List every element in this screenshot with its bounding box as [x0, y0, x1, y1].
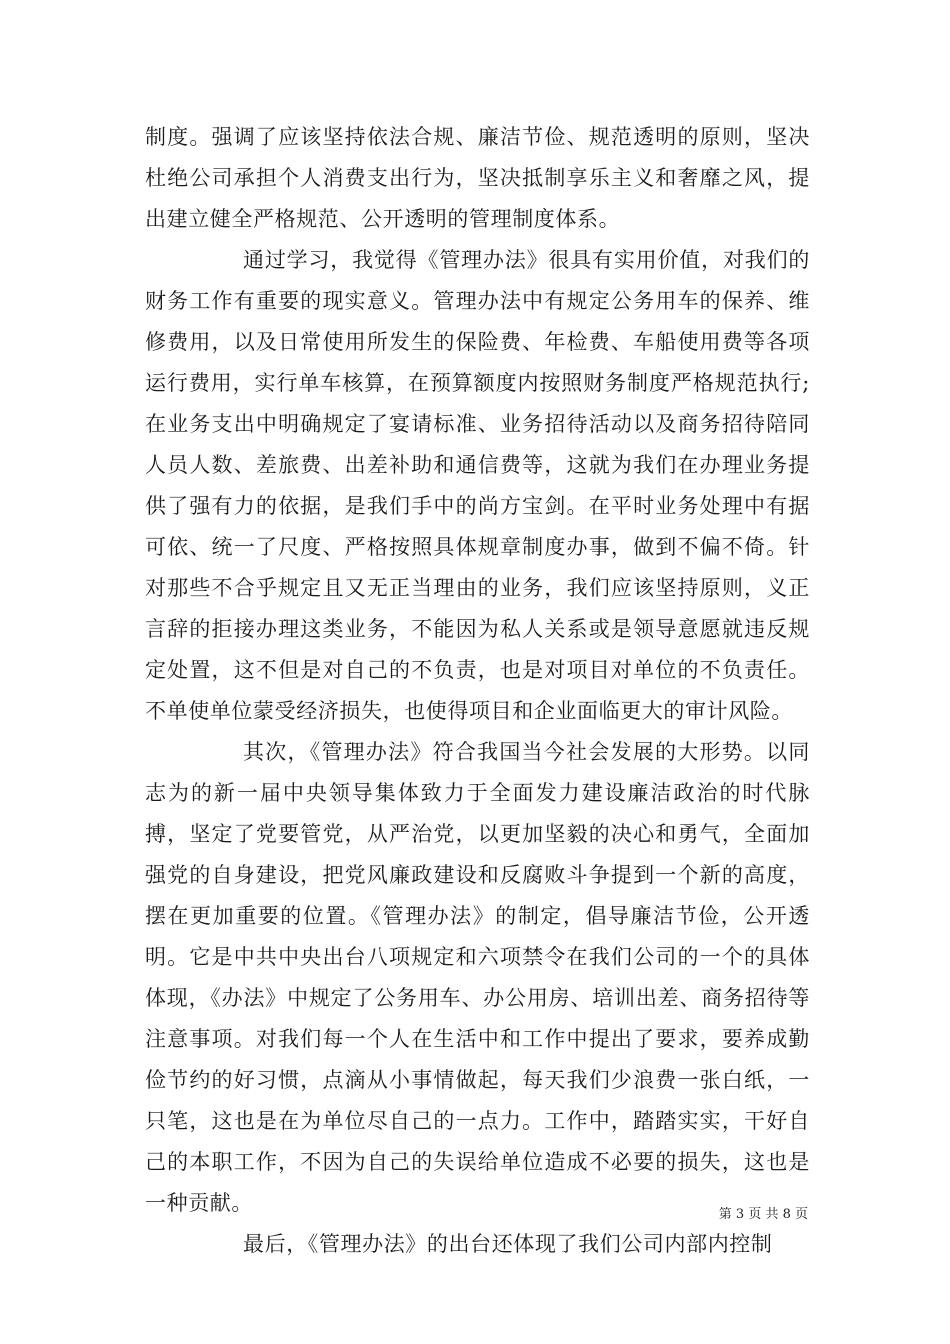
page-number-footer: 第 3 页 共 8 页	[718, 1207, 808, 1222]
paragraph-internal-control: 最后，《管理办法》的出台还体现了我们公司内部内控制	[243, 1232, 773, 1256]
document-body	[145, 117, 810, 1265]
paragraph-study-value: 通过学习，我觉得《管理办法》很具有实用价值，对我们的财务工作有重要的现实意义。管理办法中有规定公务用车的保养、维修费用，以及日常使用所发生的保险费、年检费、车船使用费等各项运行费用，实行单车核算，在预算额度内按照财务制度严格规范执行;在业务支出中明确规定了宴请标准、业务招待活动以及商务招待陪同人员人数、差旅费、出差补助和通信费等，这就为我们在办理业务提供了强有力的依据，是我们手中的尚方宝剑。在平时业务处理中有据可依、统一了尺度、严格按照具体规章制度办事，做到不偏不倚。针对那些不合乎规定且又无正当理由的业务，我们应该坚持原则，义正言辞的拒接办理这类业务，不能因为私人关系或是领导意愿就违反规定处置，这不但是对自己的不负责，也是对项目对单位的不负责任。不单使单位蒙受经济损失，也使得项目和企业面临更大的审计风险。	[145, 248, 810, 723]
paragraph-social-trend: 其次，《管理办法》符合我国当今社会发展的大形势。以同志为的新一届中央领导集体致力于全面发力建设廉洁政治的时代脉搏，坚定了党要管党，从严治党，以更加坚毅的决心和勇气，全面加强党的自身建设，把党风廉政建设和反腐败斗争提到一个新的高度，摆在更加重要的位置。《管理办法》的制定，倡导廉洁节俭，公开透明。它是中共中央出台八项规定和六项禁令在我们公司的一个的具体体现，《办法》中规定了公务用车、办公用房、培训出差、商务招待等注意事项。对我们每一个人在生活中和工作中提出了要求，要养成勤俭节约的好习惯，点滴从小事情做起，每天我们少浪费一张白纸，一只笔，这也是在为单位尽自己的一点力。工作中，踏踏实实，干好自己的本职工作，不因为自己的失误给单位造成不必要的损失，这也是一种贡献。	[145, 740, 810, 1215]
paragraph-continuation: 制度。强调了应该坚持依法合规、廉洁节俭、规范透明的原则，坚决杜绝公司承担个人消费支出行为，坚决抵制享乐主义和奢靡之风，提出建立健全严格规范、公开透明的管理制度体系。	[145, 125, 810, 231]
